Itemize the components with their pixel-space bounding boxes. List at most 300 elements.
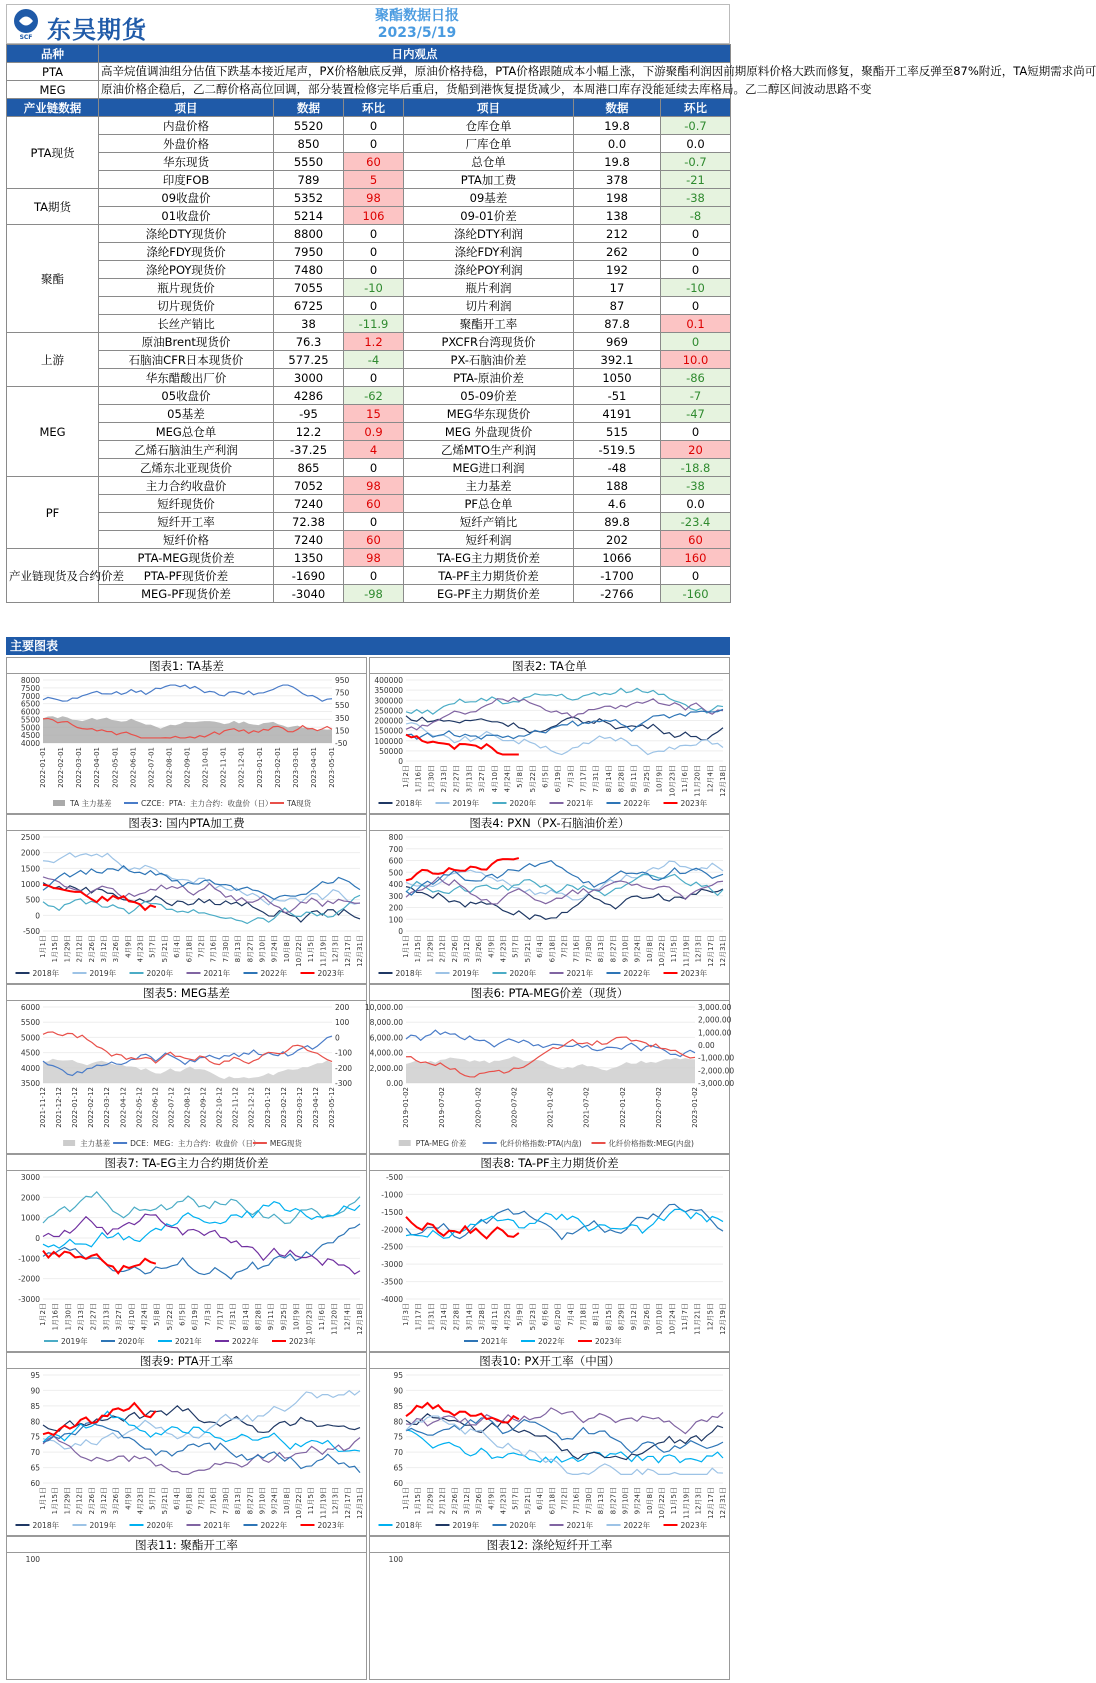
x-tick-label: 7月16日 [209, 1487, 218, 1515]
item-value: 198 [574, 189, 661, 207]
item-value: 392.1 [574, 351, 661, 369]
x-tick-label: 1月29日 [63, 1487, 72, 1515]
x-tick-label: 7月31日 [592, 765, 601, 793]
item-value: 4.6 [574, 495, 661, 513]
column-header: 环比 [661, 99, 731, 117]
item-change: 60 [344, 153, 404, 171]
item-name: PTA-原油价差 [404, 369, 574, 387]
view-row [7, 63, 731, 81]
series-line [43, 853, 360, 905]
chart-title: 图表1: TA基差 [7, 658, 366, 674]
legend-label: 主力基差 [80, 1139, 111, 1148]
x-tick-label: 7月2日 [197, 1487, 206, 1510]
y-tick-label: 1000 [20, 1213, 40, 1223]
item-value: 87.8 [574, 315, 661, 333]
item-change: 0.1 [661, 315, 731, 333]
x-tick-label: 5月8日 [153, 1303, 162, 1326]
y-tick-label: 1000 [20, 880, 40, 889]
x-tick-label: 7月16日 [572, 1487, 581, 1515]
item-value: 3000 [274, 369, 344, 387]
x-tick-label: 9月24日 [633, 935, 642, 963]
x-tick-label: 6月4日 [536, 1487, 545, 1510]
item-name: 外盘价格 [99, 135, 274, 153]
item-value: -519.5 [574, 441, 661, 459]
x-tick-label: 11月19日 [682, 1487, 691, 1519]
item-value: 7052 [274, 477, 344, 495]
x-tick-label: 11月19日 [319, 935, 328, 967]
x-tick-label: 1月29日 [426, 1487, 435, 1515]
x-tick-label: 4月23日 [499, 935, 508, 963]
view-text: 原油价格企稳后，乙二醇价格高位回调，部分装置检修完毕后重启，货船到港恢复提货减少，本周港口库存没能延续去库格局。乙二醇区间波动思路不变 [99, 81, 731, 99]
x-tick-label: 7月2日 [197, 935, 206, 958]
y2-tick-label: 550 [335, 701, 350, 711]
item-value: 7055 [274, 279, 344, 297]
series-line [43, 1032, 332, 1065]
report-title-block [337, 8, 497, 42]
x-tick-label: 11月6日 [317, 1303, 326, 1331]
item-value: -1690 [274, 567, 344, 585]
report-header [6, 4, 730, 44]
item-change: 0 [661, 567, 731, 585]
x-tick-label: 12月31日 [356, 1487, 364, 1519]
item-name: MEG进口利润 [404, 459, 574, 477]
x-tick-label: 6月19日 [554, 765, 563, 793]
y-tick-label: 200 [388, 903, 403, 913]
legend-label: 2019年 [452, 1521, 480, 1530]
x-tick-label: 12月18日 [356, 1303, 364, 1335]
chart-plot [7, 1553, 366, 1679]
x-tick-label: 12月19日 [719, 1303, 727, 1335]
x-tick-label: 2020-01-02 [474, 1087, 483, 1128]
table-row [7, 261, 731, 279]
column-header: 项目 [404, 99, 574, 117]
x-tick-label: 5月7日 [148, 935, 157, 958]
item-name: 09-01价差 [404, 207, 574, 225]
x-tick-label: 2022-01-12 [71, 1087, 80, 1128]
table-header-row [7, 99, 731, 117]
legend-label: 2021年 [481, 1337, 508, 1346]
y-tick-label: 90 [393, 1386, 403, 1396]
y-tick-label: 0 [398, 927, 403, 936]
x-tick-label: 8月27日 [609, 935, 618, 963]
series-line [406, 1418, 723, 1453]
item-change: 0 [344, 225, 404, 243]
item-change: -62 [344, 387, 404, 405]
chart-panel [369, 1352, 730, 1536]
item-value: -37.25 [274, 441, 344, 459]
column-header: 数据 [574, 99, 661, 117]
x-tick-label: 1月31日 [427, 1303, 436, 1331]
y-tick-label: 95 [393, 1371, 403, 1380]
item-name: TA-EG主力期货价差 [404, 549, 574, 567]
table-row [7, 279, 731, 297]
x-tick-label: 5月7日 [511, 1487, 520, 1510]
y-tick-label: 75 [30, 1432, 40, 1442]
item-change: 60 [661, 531, 731, 549]
y2-tick-label: 750 [335, 688, 350, 698]
x-tick-label: 2022-07-12 [167, 1087, 176, 1128]
legend-label: 2021年 [566, 799, 594, 808]
legend-label: 2020年 [509, 969, 537, 978]
item-name: 涤纶FDY利润 [404, 243, 574, 261]
legend-label: 2019年 [452, 799, 480, 808]
item-name: 聚酯开工率 [404, 315, 574, 333]
y-tick-label: 100 [388, 1555, 403, 1564]
x-tick-label: 3月26日 [112, 1487, 121, 1515]
x-tick-label: 10月22日 [295, 935, 304, 967]
item-change: 0 [661, 423, 731, 441]
item-change: 1.2 [344, 333, 404, 351]
item-value: 0.0 [574, 135, 661, 153]
item-value: 72.38 [274, 513, 344, 531]
item-value: -51 [574, 387, 661, 405]
item-value: 577.25 [274, 351, 344, 369]
item-change: -10 [661, 279, 731, 297]
x-tick-label: 7月3日 [566, 765, 575, 788]
chart-title: 图表7: TA-EG主力合约期货价差 [7, 1155, 366, 1171]
x-tick-label: 2023-02-01 [273, 747, 282, 788]
item-name: 主力基差 [404, 477, 574, 495]
chart-title: 图表2: TA仓单 [370, 658, 729, 674]
item-name: 厂库仓单 [404, 135, 574, 153]
x-tick-label: 4月9日 [124, 935, 133, 958]
chart-panel [6, 1352, 367, 1536]
x-tick-label: 7月30日 [584, 1487, 593, 1515]
view-row [7, 81, 731, 99]
chart-plot [370, 831, 729, 983]
x-tick-label: 2月12日 [438, 1487, 447, 1515]
item-name: 09收盘价 [99, 189, 274, 207]
y-tick-label: 4,000.00 [369, 1048, 403, 1058]
item-value: 7240 [274, 495, 344, 513]
x-tick-label: 9月11日 [267, 1303, 276, 1331]
y-tick-label: 60 [393, 1479, 403, 1488]
item-change: 0 [661, 261, 731, 279]
y-tick-label: -3000 [18, 1295, 40, 1304]
item-value: -3040 [274, 585, 344, 603]
table-row [7, 549, 731, 567]
legend-label: 2023年 [680, 1521, 708, 1530]
x-tick-label: 6月4日 [536, 935, 545, 958]
y2-tick-label: 150 [335, 726, 350, 736]
item-value: 6725 [274, 297, 344, 315]
x-tick-label: 10月22日 [295, 1487, 304, 1519]
report-date: 2023/5/19 [377, 25, 457, 41]
y-tick-label: 4000 [20, 739, 40, 748]
x-tick-label: 2022-11-01 [219, 747, 228, 788]
item-value: -1700 [574, 567, 661, 585]
x-tick-label: 10月22日 [658, 1487, 667, 1519]
x-tick-label: 2023-02-12 [279, 1087, 288, 1128]
series-line [43, 1436, 360, 1474]
x-tick-label: 1月17日 [414, 1303, 423, 1331]
item-name: 切片利润 [404, 297, 574, 315]
view-header-row [7, 45, 731, 63]
section-name: PTA现货 [7, 117, 99, 189]
item-name: 乙烯东北亚现货价 [99, 459, 274, 477]
table-row [7, 171, 731, 189]
chart-title: 图表3: 国内PTA加工费 [7, 815, 366, 831]
x-tick-label: 1月16日 [51, 1303, 60, 1331]
y-tick-label: 10,000.00 [364, 1003, 403, 1012]
y-tick-label: 5000 [20, 723, 40, 733]
x-tick-label: 1月1日 [39, 1487, 47, 1510]
y2-tick-label: 200 [335, 1003, 350, 1012]
y-tick-label: 65 [30, 1463, 40, 1473]
table-row [7, 207, 731, 225]
x-tick-label: 9月25日 [279, 1303, 288, 1331]
x-tick-label: 8月15日 [604, 1303, 613, 1331]
item-change: -4 [344, 351, 404, 369]
x-tick-label: 2月27日 [89, 1303, 98, 1331]
chart-panel [369, 1154, 730, 1352]
x-tick-label: 2021-01-02 [546, 1087, 555, 1128]
x-tick-label: 2022-01-01 [39, 747, 47, 788]
item-name: PX-石脑油价差 [404, 351, 574, 369]
x-tick-label: 10月23日 [305, 1303, 314, 1335]
x-tick-label: 2021-11-12 [39, 1087, 47, 1128]
item-name: PTA加工费 [404, 171, 574, 189]
item-change: -160 [661, 585, 731, 603]
legend-label: PTA-MEG 价差 [415, 1139, 467, 1148]
legend-label: 2022年 [623, 969, 651, 978]
x-tick-label: 12月3日 [331, 1487, 340, 1515]
x-tick-label: 5月21日 [523, 1487, 532, 1515]
y-tick-label: 7000 [20, 691, 40, 701]
x-tick-label: 2022-08-01 [165, 747, 174, 788]
x-tick-label: 2023-04-12 [311, 1087, 320, 1128]
y-tick-label: 8000 [20, 676, 40, 685]
x-tick-label: 11月5日 [670, 1487, 679, 1515]
chart-plot [7, 1171, 366, 1351]
item-name: MEG 外盘现货价 [404, 423, 574, 441]
chart-plot [370, 1171, 729, 1351]
item-change: 0 [661, 333, 731, 351]
y-tick-label: 80 [30, 1417, 40, 1427]
x-tick-label: 6月18日 [185, 935, 194, 963]
y-tick-label: 6500 [20, 699, 40, 709]
x-tick-label: 4月24日 [140, 1303, 149, 1331]
y-tick-label: 2,000.00 [369, 1063, 403, 1073]
chart-plot [370, 1553, 729, 1679]
x-tick-label: 7月3日 [203, 1303, 212, 1326]
chart-title: 图表6: PTA-MEG价差（现货） [370, 985, 729, 1001]
section-name: 产业链现货及合约价差 [7, 549, 99, 603]
item-change: 0 [344, 513, 404, 531]
x-tick-label: 1月1日 [402, 935, 410, 958]
x-tick-label: 8月13日 [234, 935, 243, 963]
table-row [7, 333, 731, 351]
view-col-opinion: 日内观点 [99, 45, 731, 63]
x-tick-label: 7月2日 [560, 1487, 569, 1510]
y-tick-label: 70 [30, 1448, 40, 1458]
x-tick-label: 4月9日 [487, 935, 496, 958]
series-line [406, 716, 723, 740]
legend-label: CZCE：PTA：主力合约：收盘价（日） [141, 799, 273, 808]
x-tick-label: 4月11日 [490, 1303, 499, 1331]
item-name: 仓库仓单 [404, 117, 574, 135]
chart-title: 图表9: PTA开工率 [7, 1353, 366, 1369]
x-tick-label: 1月29日 [63, 935, 72, 963]
x-tick-label: 2022-02-01 [57, 747, 66, 788]
item-name: 短纤产销比 [404, 513, 574, 531]
item-change: -21 [661, 171, 731, 189]
item-name: MEG华东现货价 [404, 405, 574, 423]
x-tick-label: 12月3日 [694, 935, 703, 963]
y2-tick-label: 350 [335, 713, 350, 723]
y2-tick-label: -3,000.00 [698, 1079, 735, 1088]
legend-label: TA现货 [287, 799, 312, 808]
y-tick-label: 300 [388, 891, 403, 901]
item-value: 87 [574, 297, 661, 315]
chart-panel [6, 657, 367, 814]
item-name: 切片现货价 [99, 297, 274, 315]
x-tick-label: 1月16日 [414, 765, 423, 793]
x-tick-label: 12月5日 [706, 1303, 715, 1331]
chart-plot [7, 1369, 366, 1535]
y-tick-label: 400000 [374, 676, 403, 685]
y-tick-label: 700 [388, 844, 403, 854]
y-tick-label: 50000 [379, 746, 403, 756]
x-tick-label: 9月11日 [630, 765, 639, 793]
y-tick-label: 100 [25, 1555, 40, 1564]
series-line [406, 723, 723, 755]
y-tick-label: -2000 [18, 1274, 40, 1284]
x-tick-label: 3月13日 [102, 1303, 111, 1331]
x-tick-label: 2月12日 [75, 1487, 84, 1515]
y-tick-label: 95 [30, 1371, 40, 1380]
item-change: 0 [661, 243, 731, 261]
table-row [7, 315, 731, 333]
table-row [7, 189, 731, 207]
x-tick-label: 2023-05-01 [328, 747, 336, 788]
chart-panel [6, 1154, 367, 1352]
item-change: 10.0 [661, 351, 731, 369]
x-tick-label: 9月10日 [258, 935, 267, 963]
y-tick-label: 400 [388, 880, 403, 889]
x-tick-label: 4月25日 [503, 1303, 512, 1331]
item-change: 98 [344, 477, 404, 495]
x-tick-label: 9月12日 [630, 1303, 639, 1331]
x-tick-label: 2022-04-01 [93, 747, 102, 788]
legend-label: 2018年 [395, 1521, 423, 1530]
item-name: 涤纶DTY现货价 [99, 225, 274, 243]
item-value: 38 [274, 315, 344, 333]
item-value: 5352 [274, 189, 344, 207]
legend-swatch [399, 1140, 411, 1146]
legend-label: 2023年 [317, 1521, 345, 1530]
x-tick-label: 6月18日 [185, 1487, 194, 1515]
x-tick-label: 2月13日 [440, 765, 449, 793]
legend-label: 2022年 [538, 1337, 565, 1346]
x-tick-label: 7月4日 [566, 1303, 575, 1326]
x-tick-label: 10月10日 [655, 1303, 664, 1335]
item-value: 17 [574, 279, 661, 297]
y2-tick-label: 0.00 [698, 1041, 715, 1050]
view-variety: PTA [7, 63, 99, 81]
x-tick-label: 2022-10-12 [215, 1087, 224, 1128]
y-tick-label: 0.00 [386, 1079, 403, 1088]
x-tick-label: 2022-12-01 [237, 747, 246, 788]
legend-label: DCE：MEG：主力合约：收盘价（日） [130, 1139, 261, 1148]
x-tick-label: 3月28日 [478, 1303, 487, 1331]
x-tick-label: 8月29日 [617, 1303, 626, 1331]
item-name: EG-PF主力期货价差 [404, 585, 574, 603]
y-tick-label: 75 [393, 1432, 403, 1442]
item-name: 印度FOB [99, 171, 274, 189]
chart-panel [364, 984, 735, 1154]
legend-label: 2020年 [146, 1521, 174, 1530]
item-name: 石脑油CFR日本现货价 [99, 351, 274, 369]
section-name: 聚酯 [7, 225, 99, 333]
chart-title: 图表12: 涤纶短纤开工率 [370, 1537, 729, 1553]
y2-tick-label: -2,000.00 [698, 1066, 735, 1076]
legend-label: 2023年 [680, 969, 708, 978]
item-change: 0 [344, 261, 404, 279]
chart-plot [370, 1369, 729, 1535]
table-row [7, 477, 731, 495]
y-tick-label: 4500 [20, 731, 40, 741]
legend-label: 2020年 [509, 799, 537, 808]
item-name: 华东醋酸出厂价 [99, 369, 274, 387]
legend-label: 2022年 [232, 1337, 259, 1346]
table-row [7, 135, 731, 153]
item-value: 188 [574, 477, 661, 495]
legend-label: 化纤价格指数:PTA(内盘) [499, 1139, 582, 1148]
legend-label: TA 主力基差 [70, 799, 112, 808]
x-tick-label: 6月18日 [548, 1487, 557, 1515]
legend-label: 2020年 [118, 1337, 145, 1346]
item-change: 0.9 [344, 423, 404, 441]
y2-tick-label: 950 [335, 676, 350, 685]
chart-panel [369, 657, 730, 814]
x-tick-label: 1月15日 [51, 935, 60, 963]
chart-plot [7, 831, 366, 983]
item-value: 4191 [574, 405, 661, 423]
y-tick-label: 6000 [20, 707, 40, 717]
x-tick-label: 2022-07-01 [147, 747, 156, 788]
column-header: 数据 [274, 99, 344, 117]
x-tick-label: 9月24日 [270, 935, 279, 963]
y-tick-label: 70 [393, 1448, 403, 1458]
y-tick-label: 150000 [374, 726, 403, 736]
x-tick-label: 1月29日 [426, 935, 435, 963]
y-tick-label: -4000 [381, 1295, 403, 1304]
legend-swatch [53, 800, 65, 806]
x-tick-label: 10月9日 [292, 1303, 301, 1331]
legend-label: 2019年 [61, 1337, 88, 1346]
y-tick-label: -3000 [381, 1260, 403, 1270]
table-row [7, 405, 731, 423]
legend-label: 2019年 [89, 969, 117, 978]
y-tick-label: 65 [393, 1463, 403, 1473]
x-tick-label: 4月23日 [136, 1487, 145, 1515]
item-value: 5214 [274, 207, 344, 225]
x-tick-label: 2月14日 [440, 1303, 449, 1331]
x-tick-label: 5月8日 [516, 765, 525, 788]
item-name: 主力合约收盘价 [99, 477, 274, 495]
view-col-variety: 品种 [7, 45, 99, 63]
item-value: 865 [274, 459, 344, 477]
item-name: 09基差 [404, 189, 574, 207]
item-name: 05收盘价 [99, 387, 274, 405]
item-name: 05基差 [99, 405, 274, 423]
y-tick-label: 4500 [20, 1048, 40, 1058]
y-tick-label: 80 [393, 1417, 403, 1427]
item-name: 乙烯石脑油生产利润 [99, 441, 274, 459]
y-tick-label: 600 [388, 856, 403, 866]
item-name: 涤纶FDY现货价 [99, 243, 274, 261]
